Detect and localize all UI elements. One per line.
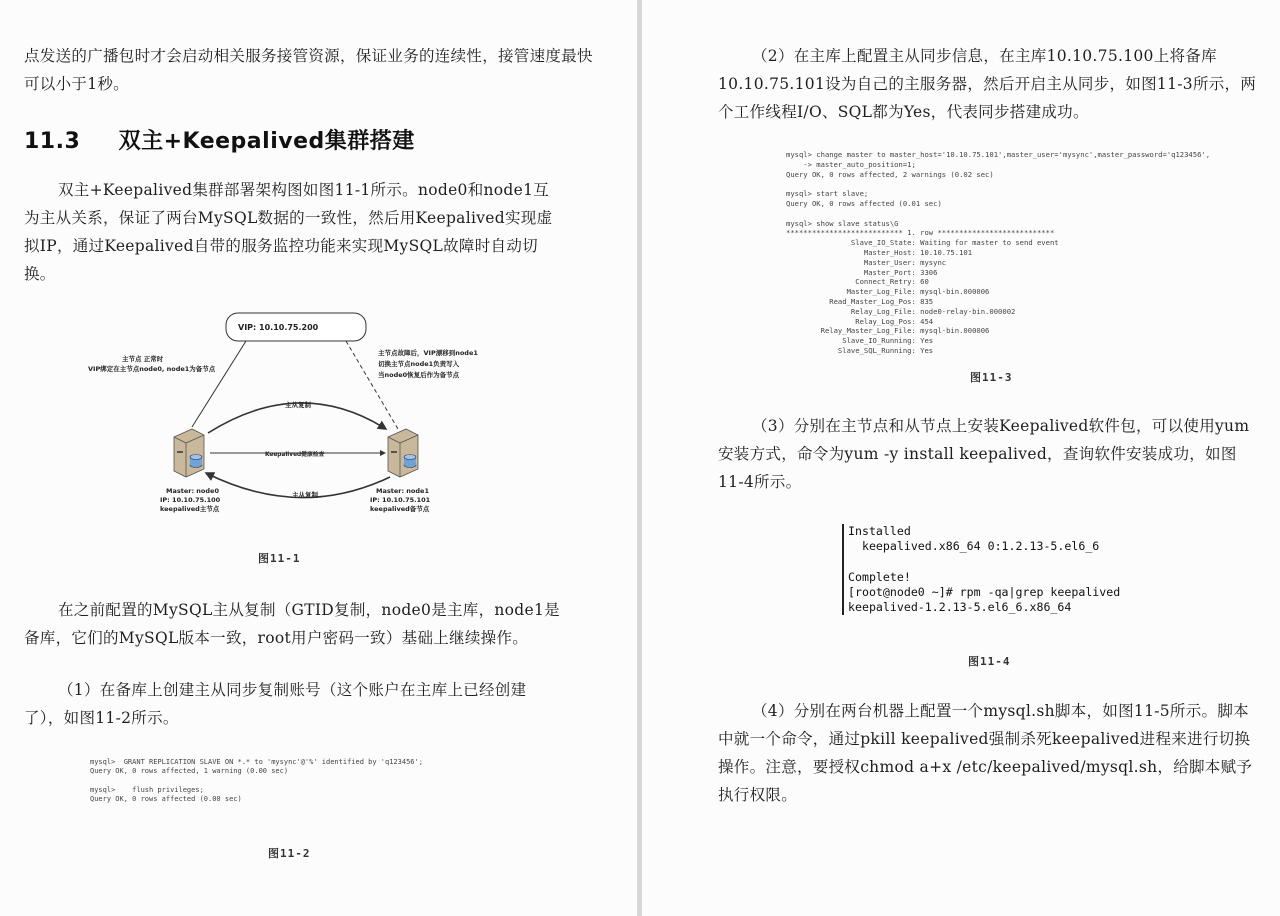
- right-server-label-2: IP: 10.10.75.101: [370, 496, 431, 504]
- figure-11-2-code: mysql> GRANT REPLICATION SLAVE ON *.* to 'mysync'@'%' identified by 'q123456'; Query OK, 0 rows affected, 1 warning (0.00 sec) mysql> flush privileges; Query OK, 0 rows affected (0.00 sec): [90, 758, 423, 804]
- step-4-text: （4）分别在两台机器上配置一个mysql.sh脚本，如图11-5所示。脚本中就一个命令，通过pkill keepalived强制杀死keepalived进程来进行切换操作。注意，要授权chmod a+x /etc/keepalived/mysql.sh，给脚本赋予执行权限。: [718, 702, 1253, 804]
- left-server-label-1: Master: node0: [166, 487, 219, 495]
- paragraph-continuation: 点发送的广播包时才会启动相关服务接管资源，保证业务的连续性，接管速度最快可以小于1秒。: [24, 47, 593, 93]
- step-3-text: （3）分别在主节点和从节点上安装Keepalived软件包，可以使用yum安装方式，命令为yum -y install keepalived，查询软件安装成功，如图11-4所示。: [718, 417, 1250, 491]
- figure-11-1-caption: 图11-1: [258, 552, 301, 565]
- figure-11-3-code: mysql> change master to master_host='10.10.75.101',master_user='mysync',master_password='q123456', -> master_auto_position=1; Query OK, 0 rows affected, 2 warnings (0.02 sec) mysql> start slave; Query OK, 0 rows affected (0.01 sec) mysql> show slave status\G *************************** 1. row *************************** Slave_IO_State: Waiting for master to send event Master_Host: 10.10.75.101 Master_User: mysync Master_Port: 3306 Connect_Retry: 60 Master_Log_File: mysql-bin.000006 Read_Master_Log_Pos: 835 Relay_Log_File: node0-relay-bin.000002 Relay_Log_Pos: 454 Relay_Master_Log_File: mysql-bin.000006 Slave_IO_Running: Yes Slave_SQL_Running: Yes: [786, 150, 1211, 355]
- left-server-label-3: keepalived主节点: [160, 505, 220, 513]
- section-number: 11.3: [24, 129, 81, 154]
- right-note-1: 主节点故障后，VIP漂移到node1: [378, 349, 478, 357]
- section-title: 双主+Keepalived集群搭建: [118, 129, 415, 154]
- paragraph-prev-config: 在之前配置的MySQL主从复制（GTID复制，node0是主库，node1是备库，它们的MySQL版本一致，root用户密码一致）基础上继续操作。: [24, 601, 560, 647]
- right-server-icon: [388, 429, 418, 477]
- left-page: [0, 0, 637, 916]
- left-server-icon: [174, 429, 204, 477]
- right-page: [642, 0, 1280, 916]
- right-note-3: 当node0恢复后作为备节点: [378, 371, 460, 379]
- right-server-label-1: Master: node1: [376, 487, 429, 495]
- right-server-label-3: keepalived备节点: [370, 505, 430, 513]
- figure-11-3-caption: 图11-3: [970, 371, 1013, 384]
- step-1-text: （1）在备库上创建主从同步复制账号（这个账户在主库上已经创建了），如图11-2所示。: [24, 681, 527, 727]
- paragraph-intro: 双主+Keepalived集群部署架构图如图11-1所示。node0和node1互为主从关系，保证了两台MySQL数据的一致性，然后用Keepalived实现虚拟IP，通过Keepalived自带的服务监控功能来实现MySQL故障时自动切换。: [24, 181, 553, 283]
- vip-label: VIP: 10.10.75.200: [238, 323, 319, 332]
- left-server-label-2: IP: 10.10.75.100: [160, 496, 221, 504]
- figure-11-2-caption: 图11-2: [268, 847, 311, 860]
- arrow-top-label: 主从复制: [285, 401, 311, 409]
- arrow-bottom-label: 主从复制: [292, 491, 318, 499]
- figure-11-1-diagram: [80, 305, 520, 520]
- section-heading: [24, 124, 415, 155]
- left-note-1: 主节点 正常时: [122, 355, 164, 363]
- figure-11-4-caption: 图11-4: [968, 655, 1011, 668]
- step-2-text: （2）在主库上配置主从同步信息，在主库10.10.75.100上将备库10.10.75.101设为自己的主服务器，然后开启主从同步，如图11-3所示，两个工作线程I/O、SQL都为Yes，代表同步搭建成功。: [718, 47, 1257, 121]
- figure-11-4-code: Installed keepalived.x86_64 0:1.2.13-5.el6_6 Complete! [root@node0 ~]# rpm -qa|grep keepalived keepalived-1.2.13-5.el6_6.x86_64: [842, 524, 1120, 615]
- right-note-2: 切换主节点node1负责写入: [378, 360, 460, 368]
- arrow-mid-label: Keepalived健康检查: [265, 452, 325, 458]
- left-note-2: VIP绑定在主节点node0, node1为备节点: [88, 365, 216, 373]
